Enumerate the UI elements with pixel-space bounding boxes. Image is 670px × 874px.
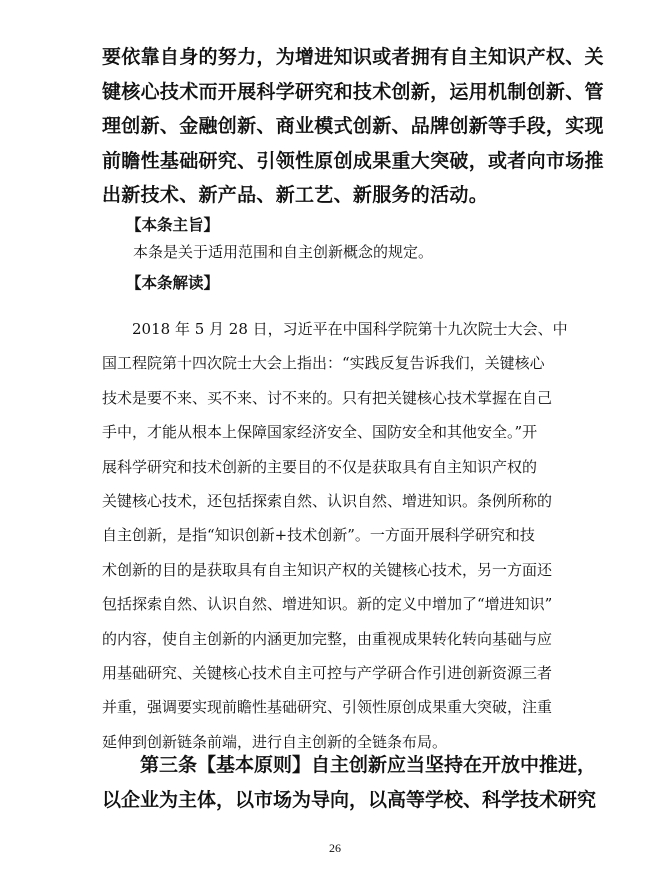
- intro-line: 理创新、金融创新、商业模式创新、品牌创新等手段，实现: [102, 115, 604, 137]
- interpretation-line: 国工程院第十四次院士大会上指出：“实践反复告诉我们，关键核心: [102, 354, 545, 373]
- interpretation-line: 包括探索自然、认识自然、增进知识。新的定义中增加了“增进知识”: [102, 595, 553, 614]
- interpretation-paragraph: [102, 312, 572, 759]
- interpretation-line: 延伸到创新链条前端，进行自主创新的全链条布局。: [102, 732, 448, 751]
- interpretation-line: 用基础研究、关键核心技术自主可控与产学研合作引进创新资源三者: [102, 664, 553, 683]
- purpose-heading: 【本条主旨】: [126, 216, 220, 234]
- intro-line: 要依靠自身的努力，为增进知识或者拥有自主知识产权、关: [102, 46, 604, 68]
- interpretation-line: 并重，强调要实现前瞻性基础研究、引领性原创成果重大突破，注重: [102, 698, 553, 717]
- interpretation-line: 关键核心技术，还包括探索自然、认识自然、增进知识。条例所称的: [102, 492, 553, 511]
- interpretation-line: 手中，才能从根本上保障国家经济安全、国防安全和其他安全。”开: [102, 423, 538, 442]
- interpretation-line: 技术是要不来、买不来、讨不来的。只有把关键核心技术掌握在自己: [102, 388, 553, 407]
- page-number: 26: [329, 841, 341, 855]
- article-line: 以企业为主体，以市场为导向，以高等学校、科学技术研究: [102, 788, 597, 811]
- intro-line: 出新技术、新产品、新工艺、新服务的活动。: [102, 184, 489, 206]
- interpretation-heading: 【本条解读】: [126, 274, 220, 292]
- interpretation-line: 2018 年 5 月 28 日，习近平在中国科学院第十九次院士大会、中: [132, 320, 568, 338]
- interpretation-line: 自主创新，是指“知识创新+技术创新”。一方面开展科学研究和技: [102, 526, 535, 545]
- article-three-paragraph: [102, 748, 597, 817]
- intro-line: 键核心技术而开展科学研究和技术创新，运用机制创新、管: [102, 80, 604, 103]
- intro-line: 前瞻性基础研究、引领性原创成果重大突破，或者向市场推: [102, 149, 604, 172]
- article-line: 第三条【基本原则】自主创新应当坚持在开放中推进，: [102, 754, 597, 776]
- intro-paragraph: [102, 40, 604, 213]
- interpretation-line: 的内容，使自主创新的内涵更加完整，由重视成果转化转向基础与应: [102, 629, 553, 648]
- purpose-text: 本条是关于适用范围和自主创新概念的规定。: [133, 243, 434, 261]
- interpretation-line: 展科学研究和技术创新的主要目的不仅是获取具有自主知识产权的: [102, 457, 538, 476]
- interpretation-line: 术创新的目的是获取具有自主知识产权的关键核心技术，另一方面还: [102, 560, 553, 579]
